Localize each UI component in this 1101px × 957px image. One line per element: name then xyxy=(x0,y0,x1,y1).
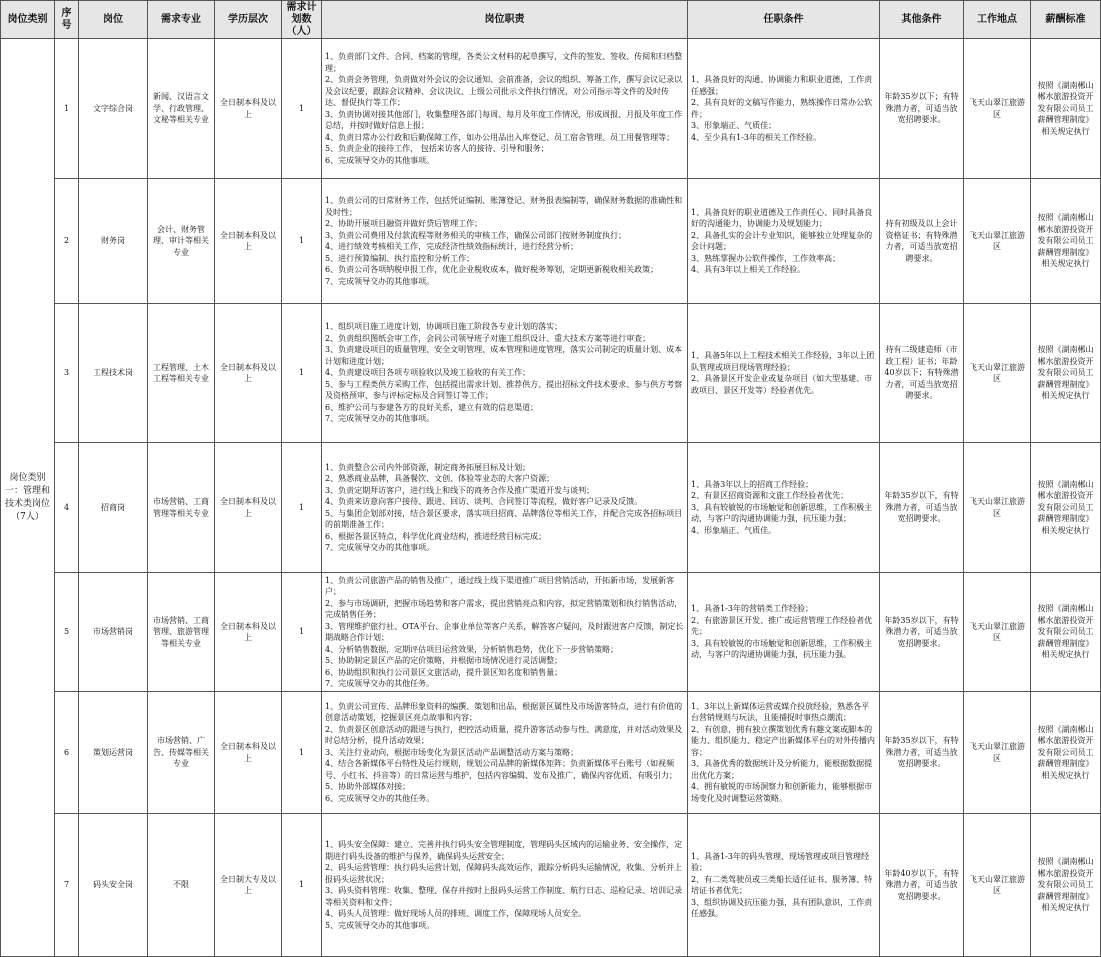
header-post: 岗位 xyxy=(79,1,148,39)
cell-location: 飞天山翠江旅游区 xyxy=(964,692,1031,814)
duty-item: 3、管理维护旅行社、OTA平台、企事业单位等客户关系，解答客户疑问，及时跟进客户反馈，制定长期战略合作计划； xyxy=(325,621,684,642)
duty-item: 7、完成领导交办的其他事项。 xyxy=(325,276,435,286)
table-row xyxy=(1,814,1101,957)
cell-location: 飞天山翠江旅游区 xyxy=(964,573,1031,692)
duty-item: 4、负责建设项目各项专项验收以及竣工验收的有关工作； xyxy=(325,368,531,378)
duty-item: 6、完成领导交办的其他事项。 xyxy=(325,155,435,165)
cell-education: 全日制本科及以上 xyxy=(215,39,282,179)
cell-salary: 按照《湖南郴山郴水旅游投资开发有限公司员工薪酬管理制度》相关规定执行 xyxy=(1031,39,1101,179)
table-row xyxy=(1,443,1101,573)
duty-item: 6、根据各景区特点，科学优化商业结构，推进经营目标完成； xyxy=(325,531,547,541)
requirement-item: 1、具备良好的沟通、协调能力和职业道德，工作责任感强； xyxy=(691,75,873,96)
duty-item: 2、码头运营管理：执行码头运营计划，保障码头高效运作，跟踪分析码头运输情况，收集、分析并上报码头运营状况； xyxy=(325,863,683,884)
requirement-item: 2、有创意，拥有独立撰策划优秀有趣文案或脚本的能力、组织能力、稳定产出新媒体平台的对外传播内容； xyxy=(691,724,875,757)
cell-education: 全日制本科及以上 xyxy=(215,179,282,304)
cell-requirements xyxy=(688,573,880,692)
cell-requirements xyxy=(688,39,880,179)
cell-requirements xyxy=(688,304,880,443)
cell-count: 1 xyxy=(282,179,322,304)
requirement-item: 2、具备扎实的会计专业知识，能够独立处理复杂的会计问题； xyxy=(691,230,873,251)
duty-item: 5、协助制定景区产品的定价策略，并根据市场情况进行灵活调整； xyxy=(325,656,563,665)
cell-education: 全日制本科及以上 xyxy=(215,443,282,573)
duty-item: 2、熟悉商业品牌，具备餐饮、文创、体验等业态的大客户资源； xyxy=(325,474,555,483)
requirement-item: 2、具备景区开发企业或复杂项目（如大型基建、市政项目、景区开发等）经验者优先。 xyxy=(691,374,873,395)
cell-other: 年龄40岁以下，有特殊潜力者，可适当放宽招聘要求。 xyxy=(880,814,964,957)
header-salary: 薪酬标准 xyxy=(1031,1,1101,39)
requirement-item: 3、形象端正、气质佳； xyxy=(691,121,777,130)
duty-item: 3、负责定期拜访客户，进行线上和线下的商务合作及推广渠道开发与谈判； xyxy=(325,485,595,495)
duty-item: 1、负责整合公司内外部资源，制定商务拓展目标及计划； xyxy=(325,462,531,472)
category-cell: 岗位类别一：管理和技术类岗位（7人） xyxy=(1,39,55,957)
cell-number: 7 xyxy=(55,814,79,957)
duty-item: 1、负责公司宣传、品牌形象资料的编撰、策划和出品，根据景区属性及市场游客特点，进行有价值的创意活动策划，挖掘景区亮点故事和内容； xyxy=(325,701,683,723)
cell-duties xyxy=(322,692,688,814)
cell-duties xyxy=(322,39,688,179)
requirement-item: 2、具有良好的文稿写作能力，熟练操作日常办公软件； xyxy=(691,98,873,119)
cell-count: 1 xyxy=(282,304,322,443)
cell-major: 新闻、汉语言文学、行政管理、文秘等相关专业 xyxy=(148,39,215,179)
cell-education: 全日制本科及以上 xyxy=(215,692,282,814)
header-other: 其他条件 xyxy=(880,1,964,39)
duty-item: 7、完成领导交办的其他事项。 xyxy=(325,543,435,552)
cell-count: 1 xyxy=(282,814,322,957)
cell-salary: 按照《湖南郴山郴水旅游投资开发有限公司员工薪酬管理制度》相关规定执行 xyxy=(1031,814,1101,957)
cell-salary: 按照《湖南郴山郴水旅游投资开发有限公司员工薪酬管理制度》相关规定执行 xyxy=(1031,179,1101,304)
cell-major: 市场营销、工商管理、旅游管理等相关专业 xyxy=(148,573,215,692)
table-row xyxy=(1,692,1101,814)
requirement-item: 1、具备5年以上工程技术相关工作经验，3年以上团队管理或项目现场管理经验； xyxy=(691,351,875,372)
cell-number: 3 xyxy=(55,304,79,443)
cell-number: 5 xyxy=(55,573,79,692)
cell-requirements xyxy=(688,179,880,304)
duty-item: 4、码头人员管理：做好现场人员的排班、调度工作，保障现场人员安全。 xyxy=(325,909,587,918)
cell-major: 不限 xyxy=(148,814,215,957)
header-location: 工作地点 xyxy=(964,1,1031,39)
cell-location: 飞天山翠江旅游区 xyxy=(964,304,1031,443)
cell-requirements xyxy=(688,443,880,573)
cell-salary: 按照《湖南郴山郴水旅游投资开发有限公司员工薪酬管理制度》相关规定执行 xyxy=(1031,443,1101,573)
cell-education: 全日制大专及以上 xyxy=(215,814,282,957)
duty-item: 5、完成领导交办的其他事项。 xyxy=(325,920,435,930)
cell-number: 6 xyxy=(55,692,79,814)
cell-requirements xyxy=(688,814,880,957)
duty-item: 1、负责公司旅游产品的销售及推广，通过线上线下渠道推广项目营销活动，开拓新市场，发展新客户； xyxy=(325,575,675,596)
duty-item: 6、维护公司与参建各方的良好关系，建立有效的信息渠道； xyxy=(325,402,539,412)
duty-item: 1、负责部门文件、合同、档案的管理，各类公文材料的起草撰写，文件的签发、签收、传阅和归档整理； xyxy=(325,52,683,73)
cell-duties xyxy=(322,573,688,692)
requirement-item: 4、具有3年以上相关工作经验。 xyxy=(691,265,806,274)
cell-major: 工程管理、土木工程等相关专业 xyxy=(148,304,215,443)
duty-item: 4、负责来访意向客户接待、跟进、回访、谈判、合同签订等流程，做好客户记录及反馈。 xyxy=(325,497,643,506)
cell-count: 1 xyxy=(282,692,322,814)
requirement-item: 4、拥有敏锐的市场洞察力和创新能力，能够根据市场变化及时调整运营策略。 xyxy=(691,782,873,803)
header-major: 需求专业 xyxy=(148,1,215,39)
duty-item: 6、负责公司各项纳税申报工作，优化企业税收成本，做好税务筹划，定期更新税收相关政策； xyxy=(325,265,659,274)
duty-item: 4、负责日常办公行政和后勤保障工作，如办公用品出入库登记、员工宿舍管理、员工用餐管理等； xyxy=(325,132,675,142)
requirement-item: 3、具有较敏锐的市场触觉和创新思维，工作积极主动，与客户的沟通协调能力强，抗压能力强； xyxy=(691,502,873,524)
requirement-item: 1、具备1-3年的码头管理、现场管理或项目管理经验； xyxy=(691,851,869,872)
duty-item: 3、码头资料管理：收集、整理、保存并按时上报码头运营工作制度、航行日志、巡检记录、培训记录等相关资料和文件； xyxy=(325,886,683,907)
cell-other: 年龄35岁以下，有特殊潜力者，可适当放宽招聘要求。 xyxy=(880,443,964,573)
table-row xyxy=(1,39,1101,179)
duty-item: 2、协助开展项目融资并做好贷后管理工作； xyxy=(325,219,483,228)
duty-item: 2、负责组织图纸会审工作，会同公司领导班子对施工组织设计、重大技术方案等进行审查； xyxy=(325,333,651,343)
duty-item: 2、负责会务管理，负责做对外会议的会议通知、会前准备，会议的组织、筹备工作，撰写会议记录以及会议纪要，跟踪会议精神、会议决议、上级公司批示文件执行情况，对公司指示等文件的及时传达、督促执行等工作； xyxy=(325,75,683,107)
requirement-item: 4、形象端正、气质佳。 xyxy=(691,525,777,535)
cell-major: 市场营销、工商管理等相关专业 xyxy=(148,443,215,573)
table-row xyxy=(1,179,1101,304)
cell-post: 财务岗 xyxy=(79,179,148,304)
duty-item: 5、进行预算编制、执行监控和分析工作； xyxy=(325,253,475,263)
requirement-item: 3、熟练掌握办公软件操作，工作效率高； xyxy=(691,253,841,263)
cell-number: 2 xyxy=(55,179,79,304)
header-count: 需求计划数（人） xyxy=(282,1,322,39)
cell-duties xyxy=(322,304,688,443)
requirement-item: 1、具备良好的职业道德及工作责任心、同时具备良好的沟通能力，协调能力及规划能力； xyxy=(691,207,873,228)
cell-salary: 按照《湖南郴山郴水旅游投资开发有限公司员工薪酬管理制度》相关规定执行 xyxy=(1031,692,1101,814)
cell-major: 会计、财务管理、审计等相关专业 xyxy=(148,179,215,304)
requirement-item: 1、具备1-3年的营销类工作经验； xyxy=(691,604,813,614)
table-row xyxy=(1,304,1101,443)
requirement-item: 2、有二类驾驶员或三类船长适任证书、服务簿、特培证书者优先； xyxy=(691,874,873,895)
cell-requirements xyxy=(688,692,880,814)
duty-item: 3、负责协调对接其他部门，收集整理各部门每周、每月及年度工作情况，形成周报、月报及年度工作总结，并按时做好信息上报； xyxy=(325,109,683,130)
header-number: 序号 xyxy=(55,1,79,39)
cell-other: 年龄35岁以下，有特殊潜力者，可适当放宽招聘要求。 xyxy=(880,573,964,692)
cell-duties xyxy=(322,179,688,304)
cell-post: 招商岗 xyxy=(79,443,148,573)
cell-other: 年龄35岁以下，有特殊潜力者，可适当放宽招聘要求。 xyxy=(880,692,964,814)
duty-item: 5、与集团企划部对接，结合景区要求，落实项目招商、品牌落位等相关工作，并配合完成各招标项目的前期准备工作； xyxy=(325,508,683,529)
duty-item: 7、完成领导交办的其他任务。 xyxy=(325,679,435,688)
cell-count: 1 xyxy=(282,443,322,573)
duty-item: 5、参与工程类供方采购工作，包括提出需求计划、推荐供方、提出招标文件技术要求、参与供方考察及资格预审、参与评标定标及合同签订等工作； xyxy=(325,379,683,401)
cell-location: 飞天山翠江旅游区 xyxy=(964,443,1031,573)
duty-item: 4、结合各新媒体平台特性及运行规则，规划公司品牌的新媒体矩阵；负责新媒体平台账号（如视频号、小红书、抖音等）的日常运营与维护，包括内容编辑、发布及推广，确保内容优质、有吸引力； xyxy=(325,759,677,780)
header-category: 岗位类别 xyxy=(1,1,55,39)
cell-location: 飞天山翠江旅游区 xyxy=(964,39,1031,179)
cell-post: 码头安全岗 xyxy=(79,814,148,957)
cell-location: 飞天山翠江旅游区 xyxy=(964,179,1031,304)
cell-number: 1 xyxy=(55,39,79,179)
requirement-item: 3、具备优秀的数据统计及分析能力，能根据数据提出优化方案； xyxy=(691,759,873,780)
header-row xyxy=(1,1,1101,39)
cell-other: 持有初级及以上会计资格证书；有特殊潜力者，可适当放宽招聘要求。 xyxy=(880,179,964,304)
duty-item: 1、负责公司的日常财务工作，包括凭证编制、账簿登记、财务报表编制等，确保财务数据的准确性和及时性； xyxy=(325,196,683,217)
cell-count: 1 xyxy=(282,573,322,692)
cell-count: 1 xyxy=(282,39,322,179)
duty-item: 3、关注行业动向，根据市场变化为景区活动产品调整活动方案与策略； xyxy=(325,747,579,757)
requirement-item: 3、具有较敏锐的市场触觉和创新思维，工作积极主动，与客户的沟通协调能力强，抗压能力强。 xyxy=(691,638,873,660)
cell-duties xyxy=(322,814,688,957)
requirement-item: 2、有景区招商资源和文旅工作经验者优先； xyxy=(691,491,849,501)
duty-item: 1、组织项目施工进度计划，协调项目施工阶段各专业计划的落实； xyxy=(325,322,563,332)
cell-education: 全日制本科及以上 xyxy=(215,304,282,443)
cell-post: 市场营销岗 xyxy=(79,573,148,692)
duty-item: 3、负责建设项目的质量管理、安全文明管理、成本管理和进度管理，落实公司制定的质量计划、成本计划和进度计划； xyxy=(325,345,683,366)
cell-salary: 按照《湖南郴山郴水旅游投资开发有限公司员工薪酬管理制度》相关规定执行 xyxy=(1031,573,1101,692)
duty-item: 1、码头安全保障：建立、完善并执行码头安全管理制度，管理码头区域内的运输业务、安全操作，定期进行码头设备的维护与保养，确保码头运营安全； xyxy=(325,840,683,861)
requirement-item: 1、3年以上新媒体运营或媒介投放经验，熟悉各平台营销规则与玩法，且能捕捉时事热点潮流； xyxy=(691,701,870,723)
duty-item: 4、进行绩效考核相关工作，完成经济性绩效指标统计，进行经营分析； xyxy=(325,242,579,251)
duty-item: 6、完成领导交办的其他任务。 xyxy=(325,793,435,803)
header-duties: 岗位职责 xyxy=(322,1,688,39)
cell-education: 全日制本科及以上 xyxy=(215,573,282,692)
duty-item: 7、完成领导交办的其他事项。 xyxy=(325,414,435,424)
cell-duties xyxy=(322,443,688,573)
requirement-item: 4、至少具有1-3年的相关工作经验。 xyxy=(691,132,821,142)
cell-major: 市场营销、广告、传媒等相关专业 xyxy=(148,692,215,814)
duty-item: 6、协助组织和执行公司景区文旅活动，提升景区知名度和销售量； xyxy=(325,667,563,677)
cell-post: 策划运营岗 xyxy=(79,692,148,814)
cell-number: 4 xyxy=(55,443,79,573)
duty-item: 5、负责企业的接待工作， 包括来访客人的接待、引导和服务； xyxy=(325,144,549,153)
cell-other: 年龄35岁以下；有特殊潜力者，可适当放宽招聘要求。 xyxy=(880,39,964,179)
duty-item: 2、负责景区创意活动的跟进与执行，把控活动质量，提升游客活动参与性、满意度，并对活动效果及时总结分析，提升活动效果； xyxy=(325,724,683,746)
duty-item: 5、协助外部媒体对接； xyxy=(325,782,411,792)
duty-item: 2、参与市场调研，把握市场趋势和客户需求，提出营销亮点和内容，拟定营销策划和执行销售活动，完成销售任务； xyxy=(325,598,683,619)
duty-item: 3、负责公司费用及付款流程等财务相关的审核工作，确保公司部门按财务制度执行； xyxy=(325,230,627,240)
header-education: 学历层次 xyxy=(215,1,282,39)
cell-post: 工程技术岗 xyxy=(79,304,148,443)
cell-salary: 按照《湖南郴山郴水旅游投资开发有限公司员工薪酬管理制度》相关规定执行 xyxy=(1031,304,1101,443)
duty-item: 4、分析销售数据，定期评估项目运营效果，分析销售趋势，优化下一步营销策略； xyxy=(325,644,619,654)
table-row xyxy=(1,573,1101,692)
requirement-item: 3、组织协调及抗压能力强，具有团队意识，工作责任感强。 xyxy=(691,897,873,918)
cell-post: 文字综合岗 xyxy=(79,39,148,179)
cell-location: 飞天山翠江旅游区 xyxy=(964,814,1031,957)
requirement-item: 2、有旅游景区开发、推广或运营管理工作经验者优先； xyxy=(691,615,873,637)
requirement-item: 1、具备3年以上的招商工作经验； xyxy=(691,479,814,489)
header-requirements: 任职条件 xyxy=(688,1,880,39)
cell-other: 持有二级建造师（市政工程）证书；年龄40岁以下；有特殊潜力者，可适当放宽招聘要求。 xyxy=(880,304,964,443)
